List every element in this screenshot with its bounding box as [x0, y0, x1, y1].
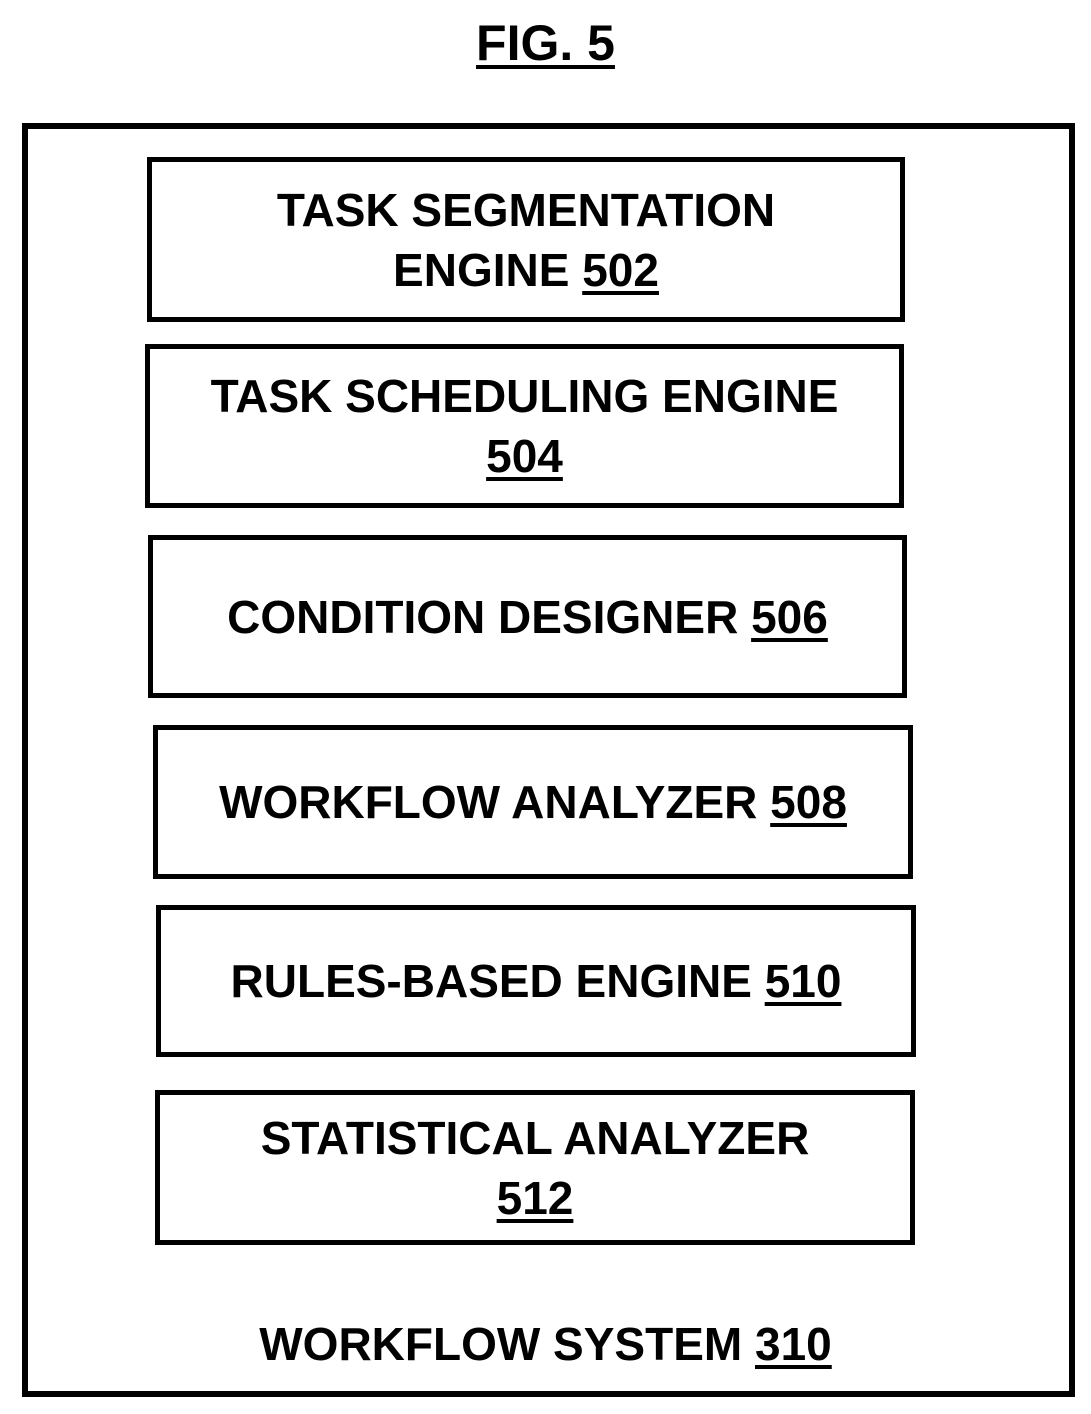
block-label-part: ENGINE	[393, 243, 570, 296]
block-label: RULES-BASED ENGINE	[230, 955, 752, 1007]
block-label: CONDITION DESIGNER	[227, 590, 739, 643]
statistical-analyzer-block	[155, 1090, 915, 1245]
condition-designer-block	[148, 535, 907, 698]
rules-based-engine-block	[156, 905, 916, 1057]
workflow-system-label	[0, 1314, 1091, 1374]
reference-numeral: 508	[770, 776, 847, 828]
block-label: TASK SEGMENTATION	[276, 183, 776, 236]
block-label: TASK SCHEDULING ENGINE	[210, 370, 839, 422]
task-segmentation-engine-block	[147, 157, 905, 322]
block-label-line2	[393, 240, 659, 300]
block-label-line2	[497, 1168, 574, 1228]
reference-numeral: 510	[764, 955, 842, 1007]
block-label: WORKFLOW ANALYZER	[219, 776, 758, 828]
task-scheduling-engine-block	[145, 344, 904, 508]
block-label-line	[227, 587, 828, 647]
system-reference-numeral: 310	[755, 1318, 832, 1370]
reference-numeral: 506	[751, 590, 828, 643]
block-label-line	[219, 772, 847, 832]
reference-numeral: 502	[582, 243, 659, 296]
block-label-line2	[486, 426, 563, 486]
system-label-text: WORKFLOW SYSTEM	[259, 1318, 743, 1370]
figure-title	[0, 12, 1091, 74]
block-label: STATISTICAL ANALYZER	[260, 1111, 810, 1164]
block-label-line	[231, 951, 842, 1011]
workflow-analyzer-block	[153, 725, 913, 879]
figure-title-text: FIG. 5	[476, 15, 615, 71]
reference-numeral: 504	[486, 430, 563, 482]
reference-numeral: 512	[496, 1171, 574, 1224]
